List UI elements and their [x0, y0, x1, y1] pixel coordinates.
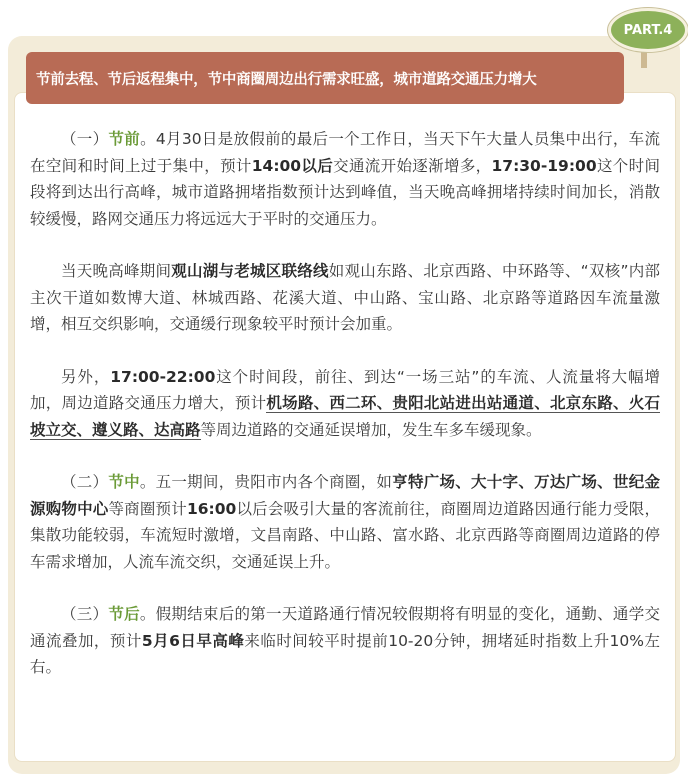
paragraph-post-holiday: [30, 601, 660, 681]
underlined-roads: 机场路、西二环、贵阳北站进出站通道、北京东路、火石坡立交、遵义路、达高路: [30, 394, 660, 439]
section-banner: 节前去程、节后返程集中，节中商圈周边出行需求旺盛，城市道路交通压力增大: [26, 52, 624, 104]
text: 另外，: [61, 367, 111, 386]
bold-date: 5月6日早高峰: [141, 631, 245, 650]
text: 以后会吸引大量的客流前往，商圈周边道路因通行能力受限，集散功能较弱，车流短时激增，文昌南路、中山路、富水路、北京西路等商圈周边道路的停车需求增加，人流车流交织，交通延误上升。: [30, 499, 660, 571]
text: 等周边道路的交通延误增加，发生车多车缓现象。: [200, 420, 542, 439]
text: 等商圈预计: [108, 499, 187, 518]
badge-stem: [641, 50, 647, 68]
text: 这个时间段，前往、到达“一场三站”的车流、人流量将大幅增加，周边道路交通压力增大，预计: [30, 367, 660, 412]
bold-time: 17:30-19:00: [491, 156, 597, 175]
text: 。4月30日是放假前的最后一个工作日，当天下午大量人员集中出行，车流在空间和时间上过于集中，预计: [30, 130, 660, 175]
text: （三）: [61, 605, 109, 623]
text: （一）: [61, 130, 109, 148]
text: （二）: [61, 473, 109, 491]
section-heading: 节前: [108, 130, 141, 148]
paragraph-mid-holiday: [30, 469, 660, 575]
text: 。五一期间，贵阳市内各个商圈，如: [139, 473, 393, 491]
text: 当天晚高峰期间: [61, 262, 172, 280]
paragraph-evening-peak: [30, 258, 660, 338]
section-heading: 节中: [108, 473, 140, 491]
text: 交通流开始逐渐增多，: [333, 156, 492, 175]
article-body: [30, 126, 660, 707]
part-badge: PART.4: [608, 8, 688, 52]
text: 如观山东路、北京西路、中环路等、“双核”内部主次干道如数博大道、林城西路、花溪大道、中山路、宝山路、北京路等道路因车流量激增，相互交织影响，交通缓行现象较平时预计会加重。: [30, 262, 660, 333]
paragraph-stations: [30, 364, 660, 444]
bold-time: 16:00: [186, 499, 237, 518]
text: 来临时间较平时提前10-20分钟，拥堵延时指数上升10%左右。: [30, 631, 660, 676]
text: 。假期结束后的第一天道路通行情况较假期将有明显的变化，通勤、通学交通流叠加，预计: [30, 605, 660, 650]
bold-malls: 亨特广场、大十字、万达广场、世纪金源购物中心: [30, 473, 660, 518]
section-heading: 节后: [108, 605, 140, 623]
bold-time: 14:00以后: [251, 156, 334, 175]
bold-time: 17:00-22:00: [110, 367, 216, 386]
bold-route: 观山湖与老城区联络线: [171, 262, 329, 280]
paragraph-pre-holiday: [30, 126, 660, 232]
text: 这个时间段将到达出行高峰，城市道路拥堵指数预计达到峰值，当天晚高峰拥堵持续时间加长，消散较缓慢，路网交通压力将远远大于平时的交通压力。: [30, 156, 660, 228]
